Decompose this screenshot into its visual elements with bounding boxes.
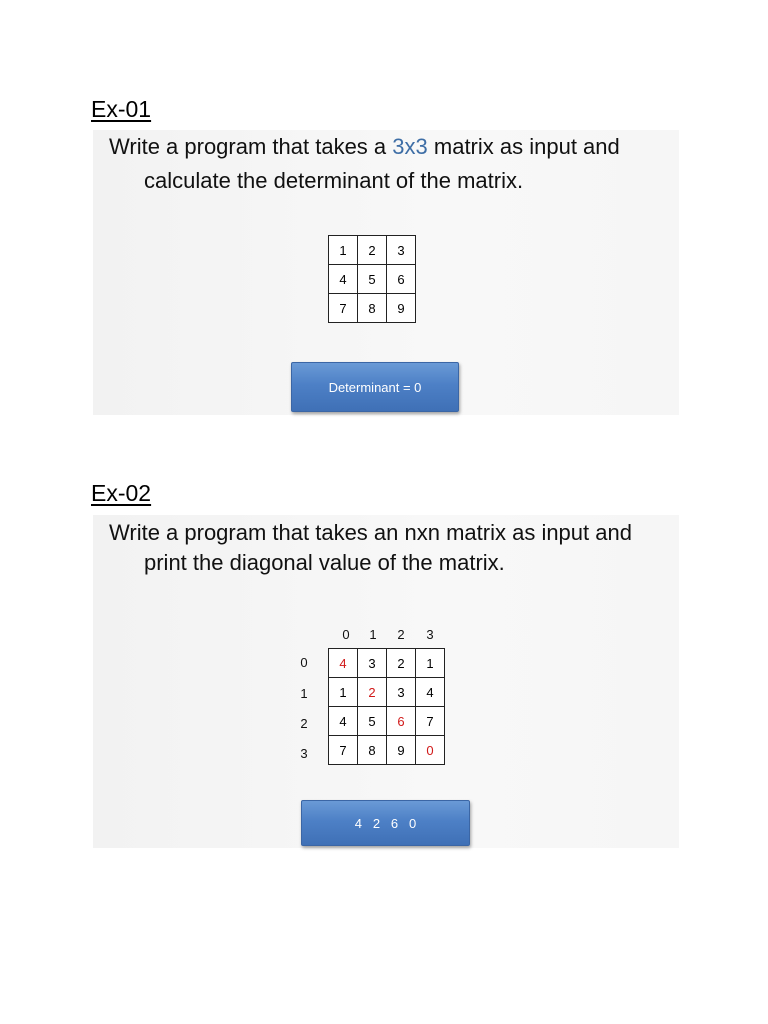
matrix-row [329, 649, 445, 678]
ex02-heading: Ex-02 [91, 480, 152, 506]
matrix-cell: 8 [358, 294, 387, 323]
diagonal-cell: 6 [387, 707, 416, 736]
diagonal-cell: 4 [329, 649, 358, 678]
matrix-cell: 7 [416, 707, 445, 736]
ex01-question-line2: calculate the determinant of the matrix. [144, 168, 524, 193]
diagonal-cell: 0 [416, 736, 445, 765]
column-index: 0 [342, 627, 350, 642]
matrix-cell: 1 [329, 236, 358, 265]
matrix-cell: 7 [329, 736, 358, 765]
matrix-cell: 2 [358, 236, 387, 265]
ex02-matrix [328, 648, 445, 765]
matrix-cell: 4 [329, 265, 358, 294]
matrix-cell: 1 [329, 678, 358, 707]
column-index: 1 [369, 627, 377, 642]
ex01-matrix [328, 235, 416, 323]
diagonal-cell: 2 [358, 678, 387, 707]
matrix-cell: 4 [329, 707, 358, 736]
matrix-row [329, 678, 445, 707]
ex02-question-line2: print the diagonal value of the matrix. [144, 550, 505, 575]
ex01-question-line1-before: Write a program that takes a [109, 134, 393, 159]
ex01-question-accent: 3x3 [392, 134, 428, 159]
row-index: 2 [300, 716, 308, 731]
matrix-cell: 5 [358, 707, 387, 736]
matrix-cell: 6 [387, 265, 416, 294]
matrix-cell: 3 [358, 649, 387, 678]
row-index: 1 [300, 686, 308, 701]
matrix-cell: 1 [416, 649, 445, 678]
matrix-cell: 7 [329, 294, 358, 323]
matrix-row [329, 294, 416, 323]
matrix-cell: 3 [387, 236, 416, 265]
matrix-row [329, 736, 445, 765]
matrix-row [329, 265, 416, 294]
ex01-question-line1-after: matrix as input and [427, 134, 620, 159]
column-index: 2 [397, 627, 405, 642]
ex01-heading: Ex-01 [91, 96, 152, 122]
matrix-cell: 8 [358, 736, 387, 765]
matrix-cell: 2 [387, 649, 416, 678]
determinant-result-box: Determinant = 0 [291, 362, 459, 412]
ex01-question-line1 [109, 134, 620, 160]
matrix-cell: 9 [387, 294, 416, 323]
diagonal-result-box: 4 2 6 0 [301, 800, 470, 846]
row-index: 3 [300, 746, 308, 761]
column-index: 3 [426, 627, 434, 642]
row-index: 0 [300, 655, 308, 670]
matrix-row [329, 707, 445, 736]
ex02-question-line1: Write a program that takes an nxn matrix as input and [109, 520, 632, 545]
matrix-cell: 9 [387, 736, 416, 765]
matrix-row [329, 236, 416, 265]
matrix-cell: 3 [387, 678, 416, 707]
matrix-cell: 4 [416, 678, 445, 707]
matrix-cell: 5 [358, 265, 387, 294]
